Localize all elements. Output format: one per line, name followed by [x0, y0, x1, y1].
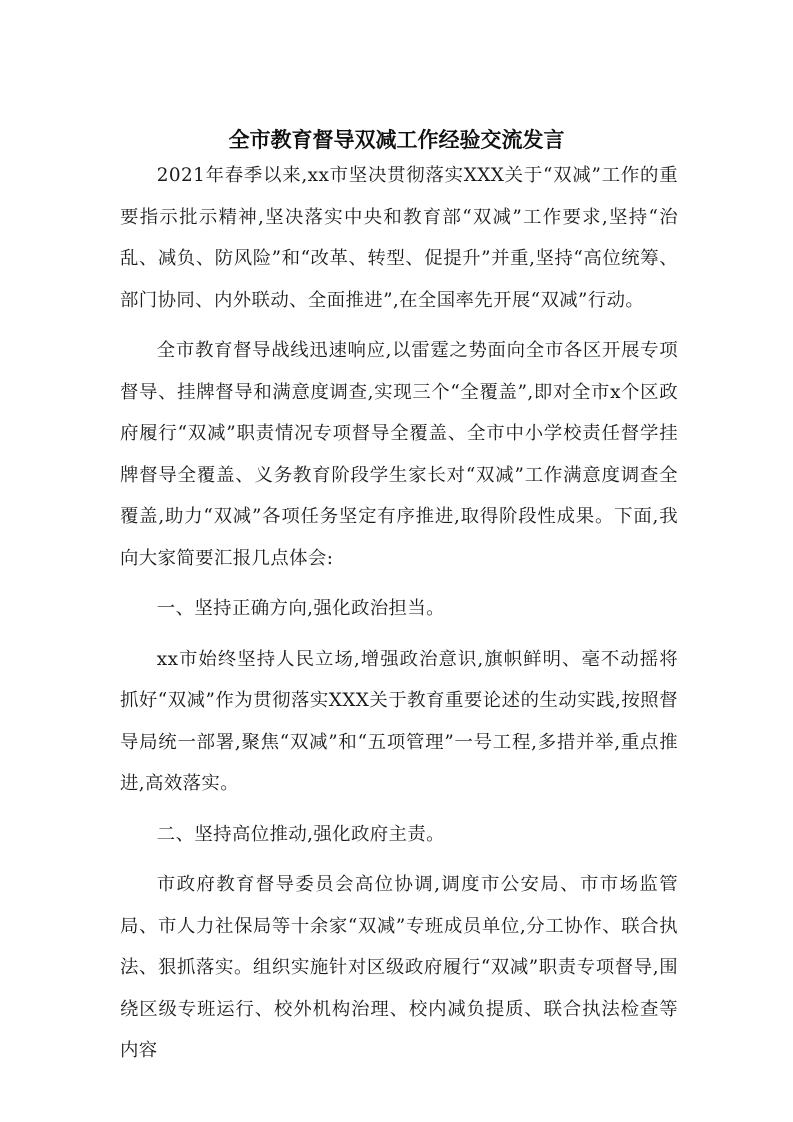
section-heading-1: 一、坚持正确方向,强化政治担当。: [156, 598, 445, 619]
document-body: [120, 155, 678, 1081]
paragraph-section-2: 市政府教育督导委员会高位协调,调度市公安局、市市场监管局、市人力社保局等十余家“双减”专班成员单位,分工协作、联合执法、狠抓落实。组织实施针对区级政府履行“双减”职责专项督导,围绕区级专班运行、校外机构治理、校内减负提质、联合执法检查等内容: [120, 874, 678, 1061]
section-heading-2: 二、坚持高位推动,强化政府主责。: [156, 823, 445, 845]
paragraph-response: 全市教育督导战线迅速响应,以雷霆之势面向全市各区开展专项督导、挂牌督导和满意度调查,实现三个“全覆盖”,即对全市x个区政府履行“双减”职责情况专项督导全覆盖、全市中小学校责任督学挂牌督导全覆盖、义务教育阶段学生家长对“双减”工作满意度调查全覆盖,助力“双减”各项任务坚定有序推进,取得阶段性成果。下面,我向大家简要汇报几点体会:: [120, 340, 678, 569]
paragraph-intro: 2021年春季以来,xx市坚决贯彻落实XXX关于“双减”工作的重要指示批示精神,坚决落实中央和教育部“双减”工作要求,坚持“治乱、减负、防风险”和“改革、转型、促提升”并重,坚持“高位统筹、部门协同、内外联动、全面推进”,在全国率先开展“双减”行动。: [120, 165, 678, 311]
paragraph-section-1: xx市始终坚持人民立场,增强政治意识,旗帜鲜明、毫不动摇将抓好“双减”作为贯彻落实XXX关于教育重要论述的生动实践,按照督导局统一部署,聚焦“双减”和“五项管理”一号工程,多措并举,重点推进,高效落实。: [120, 648, 678, 794]
document-title: 全市教育督导双减工作经验交流发言: [228, 127, 565, 152]
